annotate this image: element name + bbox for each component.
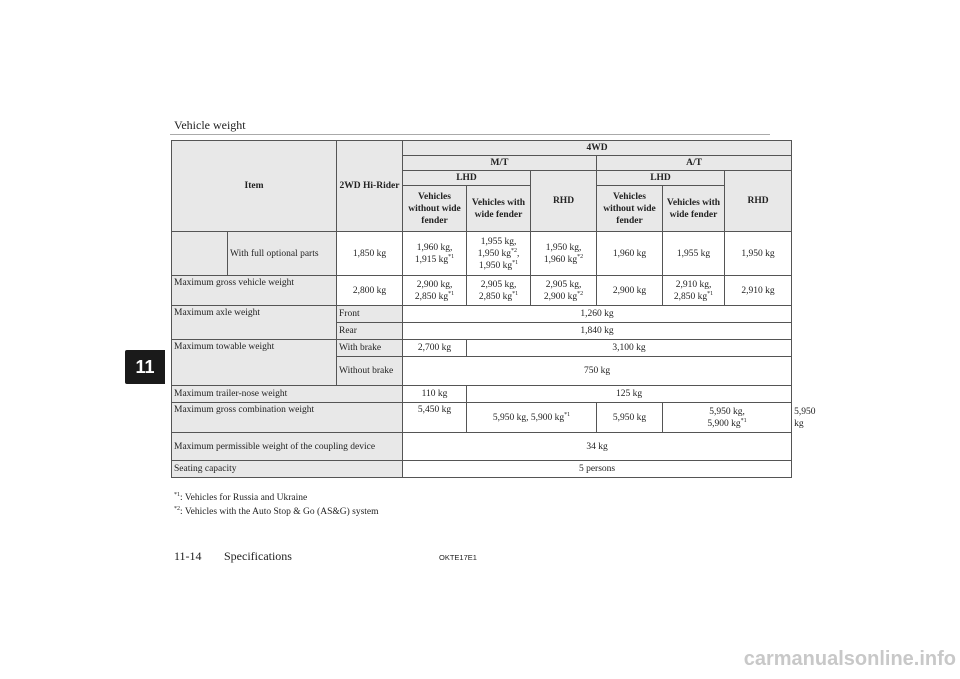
header-at-with-wide-fender: Vehicles with wide fender (663, 186, 725, 232)
blank-cell (172, 232, 228, 276)
table-row (172, 386, 792, 403)
cell-coupling: 34 kg (403, 433, 792, 461)
cell-2wd: 1,850 kg (337, 232, 403, 276)
header-4wd: 4WD (403, 141, 792, 156)
footer-page-number: 11-14 (174, 549, 202, 563)
cell-2wd: 5,450 kg (403, 403, 467, 433)
cell-at-lhd-with: 2,910 kg, 2,850 $kg^{*1}$ (663, 276, 725, 306)
row-label-max-axle: Maximum axle weight (172, 306, 337, 340)
row-label-gross-combination: Maximum gross combination weight (172, 403, 403, 433)
header-mt: M/T (403, 156, 597, 171)
cell-mt-lhd-without: 2,900 kg, 2,850 $kg^{*1}$ (403, 276, 467, 306)
table-row (172, 461, 792, 478)
header-mt-rhd: RHD (531, 171, 597, 232)
cell-towable-with-brake-4wd: 3,100 kg (467, 340, 792, 357)
cell-mt-lhd: 5,950 kg, 5,900 $kg^{*1}$ (467, 403, 597, 433)
sub-label-rear: Rear (337, 323, 403, 340)
footnotes (174, 491, 379, 519)
footer-code: OKTE17E1 (439, 553, 477, 562)
cell-mt-rhd: 2,905 kg, 2,900 $kg^{*2}$ (531, 276, 597, 306)
table-row (172, 433, 792, 461)
table-row: Maximum gross combination weight 5,450 kg 5,950 kg, 5,900 $kg^{*1}$ 5,950 kg 5,950 kg, 5,900 $kg^{*1}$ 5,950 kg (172, 403, 792, 433)
row-label-max-towable: Maximum towable weight (172, 340, 337, 386)
cell-at-lhd-without: 1,960 kg (597, 232, 663, 276)
cell-mt-rhd: 1,950 kg, 1,960 $kg^{*2}$ (531, 232, 597, 276)
header-mt-lhd: LHD (403, 171, 531, 186)
header-at-lhd: LHD (597, 171, 725, 186)
cell-2wd: 110 kg (403, 386, 467, 403)
sub-label-with-brake: With brake (337, 340, 403, 357)
row-label-full-optional: With full optional parts (228, 232, 337, 276)
footer-section: Specifications (224, 549, 292, 563)
footnote-1: $^{*1}$: Vehicles for Russia and Ukraine (174, 491, 308, 503)
chapter-tab: 11 (125, 350, 165, 384)
header-at-rhd: RHD (725, 171, 792, 232)
cell-seating: 5 persons (403, 461, 792, 478)
watermark: carmanualsonline.info (743, 648, 956, 670)
row-label-max-gross-vehicle: Maximum gross vehicle weight (172, 276, 337, 306)
row-label-trailer-nose: Maximum trailer-nose weight (172, 386, 403, 403)
table-row (172, 340, 792, 357)
cell-axle-front: 1,260 kg (403, 306, 792, 323)
row-label-coupling: Maximum permissible weight of the coupling device (172, 433, 403, 461)
cell-mt-rhd: 5,950 kg (597, 403, 663, 433)
cell-2wd: 2,800 kg (337, 276, 403, 306)
header-mt-without-wide-fender: Vehicles without wide fender (403, 186, 467, 232)
row-label-seating: Seating capacity (172, 461, 403, 478)
cell-at-rhd: 2,910 kg (725, 276, 792, 306)
cell-axle-rear: 1,840 kg (403, 323, 792, 340)
cell-at-lhd-with: 1,955 kg (663, 232, 725, 276)
cell-mt-lhd-with: 1,955 kg, 1,950 $kg^{*2}$, 1,950 $kg^{*1}$ (467, 232, 531, 276)
header-rule (170, 134, 770, 135)
cell-towable-without-brake: 750 kg (403, 357, 792, 386)
header-2wd: 2WD Hi-Rider (337, 141, 403, 232)
cell-mt-lhd-with: 2,905 kg, 2,850 $kg^{*1}$ (467, 276, 531, 306)
cell-at-lhd-without: 2,900 kg (597, 276, 663, 306)
footnote-2: $^{*2}$: Vehicles with the Auto Stop & Go (AS&G) system (174, 505, 379, 517)
cell-mt-lhd-without: 1,960 kg, 1,915 $kg^{*1}$ (403, 232, 467, 276)
table-row (172, 232, 792, 276)
table-row (172, 276, 792, 306)
header-mt-with-wide-fender: Vehicles with wide fender (467, 186, 531, 232)
sub-label-front: Front (337, 306, 403, 323)
cell-at-lhd: 5,950 kg, 5,900 $kg^{*1}$ (663, 403, 792, 433)
cell-towable-with-brake-2wd: 2,700 kg (403, 340, 467, 357)
vehicle-weight-table (171, 140, 816, 478)
header-at: A/T (597, 156, 792, 171)
header-item: Item (172, 141, 337, 232)
sub-label-without-brake: Without brake (337, 357, 403, 386)
header-at-without-wide-fender: Vehicles without wide fender (597, 186, 663, 232)
section-title: Vehicle weight (174, 118, 246, 132)
table-row (172, 306, 792, 323)
cell-4wd: 125 kg (467, 386, 792, 403)
cell-at-rhd: 1,950 kg (725, 232, 792, 276)
